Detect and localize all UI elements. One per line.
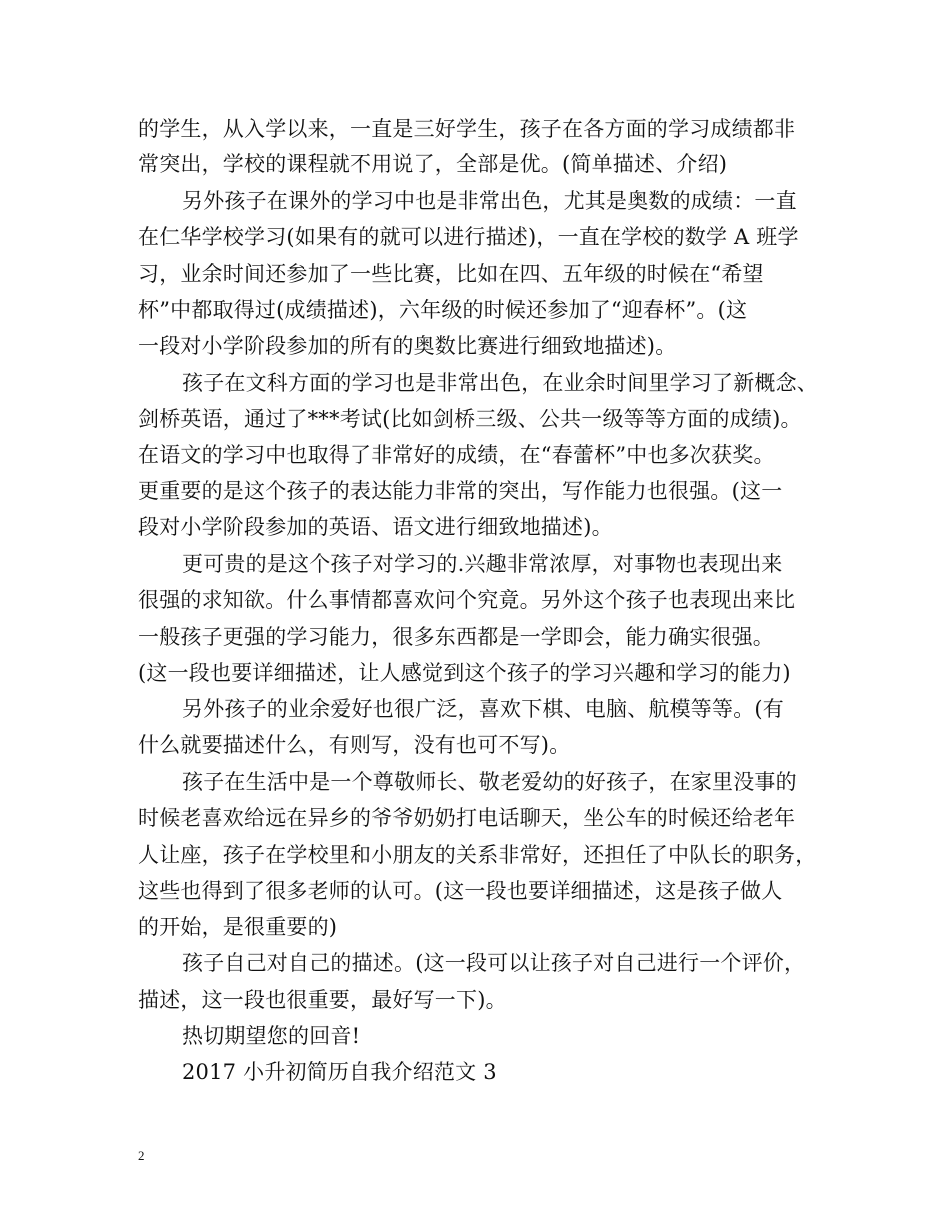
body-line: 什么就要描述什么，有则写，没有也可不写)。 bbox=[138, 733, 571, 757]
body-line: 描述，这一段也很重要，最好写一下)。 bbox=[138, 988, 507, 1012]
body-line: 一段对小学阶段参加的所有的奥数比赛进行细致地描述)。 bbox=[138, 334, 677, 358]
body-line: 另外孩子的业余爱好也很广泛，喜欢下棋、电脑、航模等等。(有 bbox=[182, 697, 784, 721]
body-line: (这一段也要详细描述，让人感觉到这个孩子的学习兴趣和学习的能力) bbox=[138, 661, 791, 685]
page-number: 2 bbox=[138, 1148, 145, 1163]
body-line: 另外孩子在课外的学习中也是非常出色，尤其是奥数的成绩：一直 bbox=[182, 189, 797, 213]
body-line: 习，业余时间还参加了一些比赛，比如在四、五年级的时候在“希望 bbox=[138, 262, 764, 286]
body-line: 一般孩子更强的学习能力，很多东西都是一学即会，能力确实很强。 bbox=[138, 625, 774, 649]
body-line: 更重要的是这个孩子的表达能力非常的突出，写作能力也很强。(这一 bbox=[138, 479, 783, 503]
body-line: 孩子自己对自己的描述。(这一段可以让孩子对自己进行一个评价， bbox=[182, 951, 806, 975]
body-line: 在语文的学习中也取得了非常好的成绩，在“春蕾杯”中也多次获奖。 bbox=[138, 443, 775, 467]
body-line: 热切期望您的回音! bbox=[182, 1024, 361, 1048]
body-line: 杯”中都取得过(成绩描述)，六年级的时候还参加了“迎春杯”。(这 bbox=[138, 298, 748, 322]
body-line: 段对小学阶段参加的英语、语文进行细致地描述)。 bbox=[138, 515, 613, 539]
body-line: 常突出，学校的课程就不用说了，全部是优。(简单描述、介绍) bbox=[138, 152, 728, 176]
body-line: 的开始，是很重要的) bbox=[138, 915, 338, 939]
body-line: 孩子在文科方面的学习也是非常出色，在业余时间里学习了新概念、 bbox=[182, 371, 818, 395]
body-line: 剑桥英语，通过了***考试(比如剑桥三级、公共一级等等方面的成绩)。 bbox=[138, 407, 802, 431]
body-line: 很强的求知欲。什么事情都喜欢问个究竟。另外这个孩子也表现出来比 bbox=[138, 588, 796, 612]
body-line: 的学生，从入学以来，一直是三好学生，孩子在各方面的学习成绩都非 bbox=[138, 117, 796, 141]
body-line: 更可贵的是这个孩子对学习的.兴趣非常浓厚，对事物也表现出来 bbox=[182, 552, 783, 576]
body-line: 时候老喜欢给远在异乡的爷爷奶奶打电话聊天，坐公车的时候还给老年 bbox=[138, 806, 796, 830]
section-heading: 2017 小升初简历自我介绍范文 3 bbox=[182, 1060, 497, 1084]
body-line: 这些也得到了很多老师的认可。(这一段也要详细描述，这是孩子做人 bbox=[138, 879, 783, 903]
body-line: 人让座，孩子在学校里和小朋友的关系非常好，还担任了中队长的职务， bbox=[138, 843, 817, 867]
body-line: 在仁华学校学习(如果有的就可以进行描述)，一直在学校的数学 A 班学 bbox=[138, 225, 799, 249]
body-line: 孩子在生活中是一个尊敬师长、敬老爱幼的好孩子，在家里没事的 bbox=[182, 770, 797, 794]
